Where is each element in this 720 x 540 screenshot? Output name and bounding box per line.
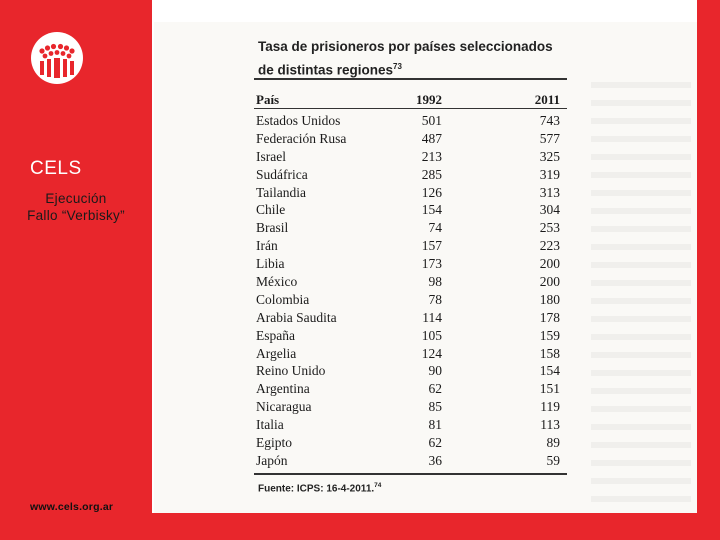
table-row <box>256 237 562 255</box>
cell-country: Estados Unidos <box>256 113 341 128</box>
table-row <box>256 398 562 416</box>
cell-country: México <box>256 274 298 290</box>
cell-country: Argentina <box>256 381 310 397</box>
cell-1992: 90 <box>428 363 442 379</box>
cell-1992: 36 <box>428 452 442 468</box>
cell-country: Reino Unido <box>256 363 326 379</box>
cell-1992: 126 <box>421 184 442 200</box>
cell-country: Italia <box>256 417 284 433</box>
cell-1992: 154 <box>421 202 442 218</box>
table-row <box>256 273 562 291</box>
table-row <box>256 345 562 363</box>
cell-country: Libia <box>256 256 285 272</box>
cell-country: Tailandia <box>256 184 307 200</box>
cell-1992: 157 <box>421 238 442 254</box>
cell-1992: 114 <box>422 309 442 325</box>
table-title-line-1: Tasa de prisioneros por países seleccionados <box>258 39 553 54</box>
table-bottom-rule <box>254 473 567 475</box>
table-row <box>256 219 562 237</box>
page-bleed-through <box>591 82 691 502</box>
table-row <box>256 166 562 184</box>
table-row <box>256 327 562 345</box>
cell-1992: 98 <box>428 274 442 290</box>
cell-country: Japón <box>256 452 288 468</box>
header-year-1992: 1992 <box>416 92 442 107</box>
cell-country: Nicaragua <box>256 399 312 415</box>
table-row <box>256 380 562 398</box>
cell-country: Egipto <box>256 435 292 451</box>
table-row <box>256 434 562 452</box>
bottom-border-band <box>152 513 720 540</box>
table-source <box>258 482 381 494</box>
header-year-2011: 2011 <box>534 92 560 107</box>
cell-1992: 78 <box>428 291 442 307</box>
cell-country: Brasil <box>256 220 289 236</box>
cell-country: Federación Rusa <box>256 130 347 146</box>
subtitle-line-1: Ejecución <box>45 191 107 206</box>
cell-2011: 59 <box>546 452 560 468</box>
cell-1992: 124 <box>421 345 442 361</box>
cell-1992: 105 <box>421 327 442 343</box>
scanned-table-page <box>154 22 697 513</box>
cell-1992: 62 <box>428 435 442 451</box>
cell-2011: 319 <box>539 166 560 182</box>
cell-2011: 119 <box>540 399 560 415</box>
sidebar <box>0 0 152 540</box>
website-url[interactable]: www.cels.org.ar <box>30 501 114 513</box>
title-footnote-marker: 73 <box>393 62 402 71</box>
cell-1992: 74 <box>428 220 442 236</box>
table-row <box>256 112 562 130</box>
slide-subtitle <box>0 190 152 224</box>
cell-country: Israel <box>256 148 286 164</box>
cell-2011: 200 <box>539 256 560 272</box>
cell-1992: 285 <box>421 166 442 182</box>
cell-2011: 159 <box>539 327 560 343</box>
cell-country: Chile <box>256 202 286 218</box>
cell-2011: 154 <box>539 363 560 379</box>
table-row <box>256 255 562 273</box>
cell-2011: 223 <box>539 238 560 254</box>
table-title-line-2-text: de distintas regiones <box>258 62 394 78</box>
table-row <box>256 201 562 219</box>
table-body <box>256 112 562 470</box>
table-row <box>256 130 562 148</box>
table-row <box>256 416 562 434</box>
table-row <box>256 148 562 166</box>
cell-country: España <box>256 327 295 343</box>
table-title <box>258 37 553 81</box>
cell-2011: 178 <box>539 309 560 325</box>
brand-name: CELS <box>30 158 82 179</box>
source-text: Fuente: ICPS: 16-4-2011. <box>258 483 375 495</box>
cell-1992: 85 <box>428 399 442 415</box>
source-footnote-marker: 74 <box>374 482 382 489</box>
cell-country: Argelia <box>256 345 297 361</box>
cell-1992: 213 <box>421 148 442 164</box>
table-row <box>256 309 562 327</box>
table-row <box>256 362 562 380</box>
cell-country: Irán <box>256 238 278 254</box>
cell-2011: 304 <box>539 202 560 218</box>
cell-2011: 313 <box>539 184 560 200</box>
cell-2011: 200 <box>539 274 560 290</box>
table-title-line-2 <box>258 57 553 81</box>
cell-country: Arabia Saudita <box>256 309 337 325</box>
cell-1992: 62 <box>428 381 442 397</box>
header-country: País <box>256 92 280 107</box>
table-row <box>256 452 562 470</box>
table-top-rule <box>254 78 567 80</box>
cell-2011: 180 <box>539 291 560 307</box>
cell-2011: 151 <box>539 381 560 397</box>
table-header-rule <box>254 108 567 109</box>
table-row <box>256 291 562 309</box>
table-row <box>256 184 562 202</box>
cell-2011: 253 <box>539 220 560 236</box>
cell-1992: 81 <box>428 417 442 433</box>
cell-2011: 113 <box>540 417 560 433</box>
cell-country: Sudáfrica <box>256 166 308 182</box>
cell-2011: 743 <box>539 113 560 128</box>
cell-2011: 89 <box>546 435 560 451</box>
subtitle-line-2: Fallo “Verbisky” <box>27 208 125 223</box>
cell-2011: 577 <box>539 130 560 146</box>
cell-1992: 173 <box>421 256 442 272</box>
cell-1992: 487 <box>421 130 442 146</box>
cels-logo-icon <box>30 31 84 85</box>
cell-2011: 325 <box>539 148 560 164</box>
right-border-strip <box>697 0 720 513</box>
cell-country: Colombia <box>256 291 310 307</box>
cell-1992: 501 <box>421 113 442 128</box>
cell-2011: 158 <box>539 345 560 361</box>
